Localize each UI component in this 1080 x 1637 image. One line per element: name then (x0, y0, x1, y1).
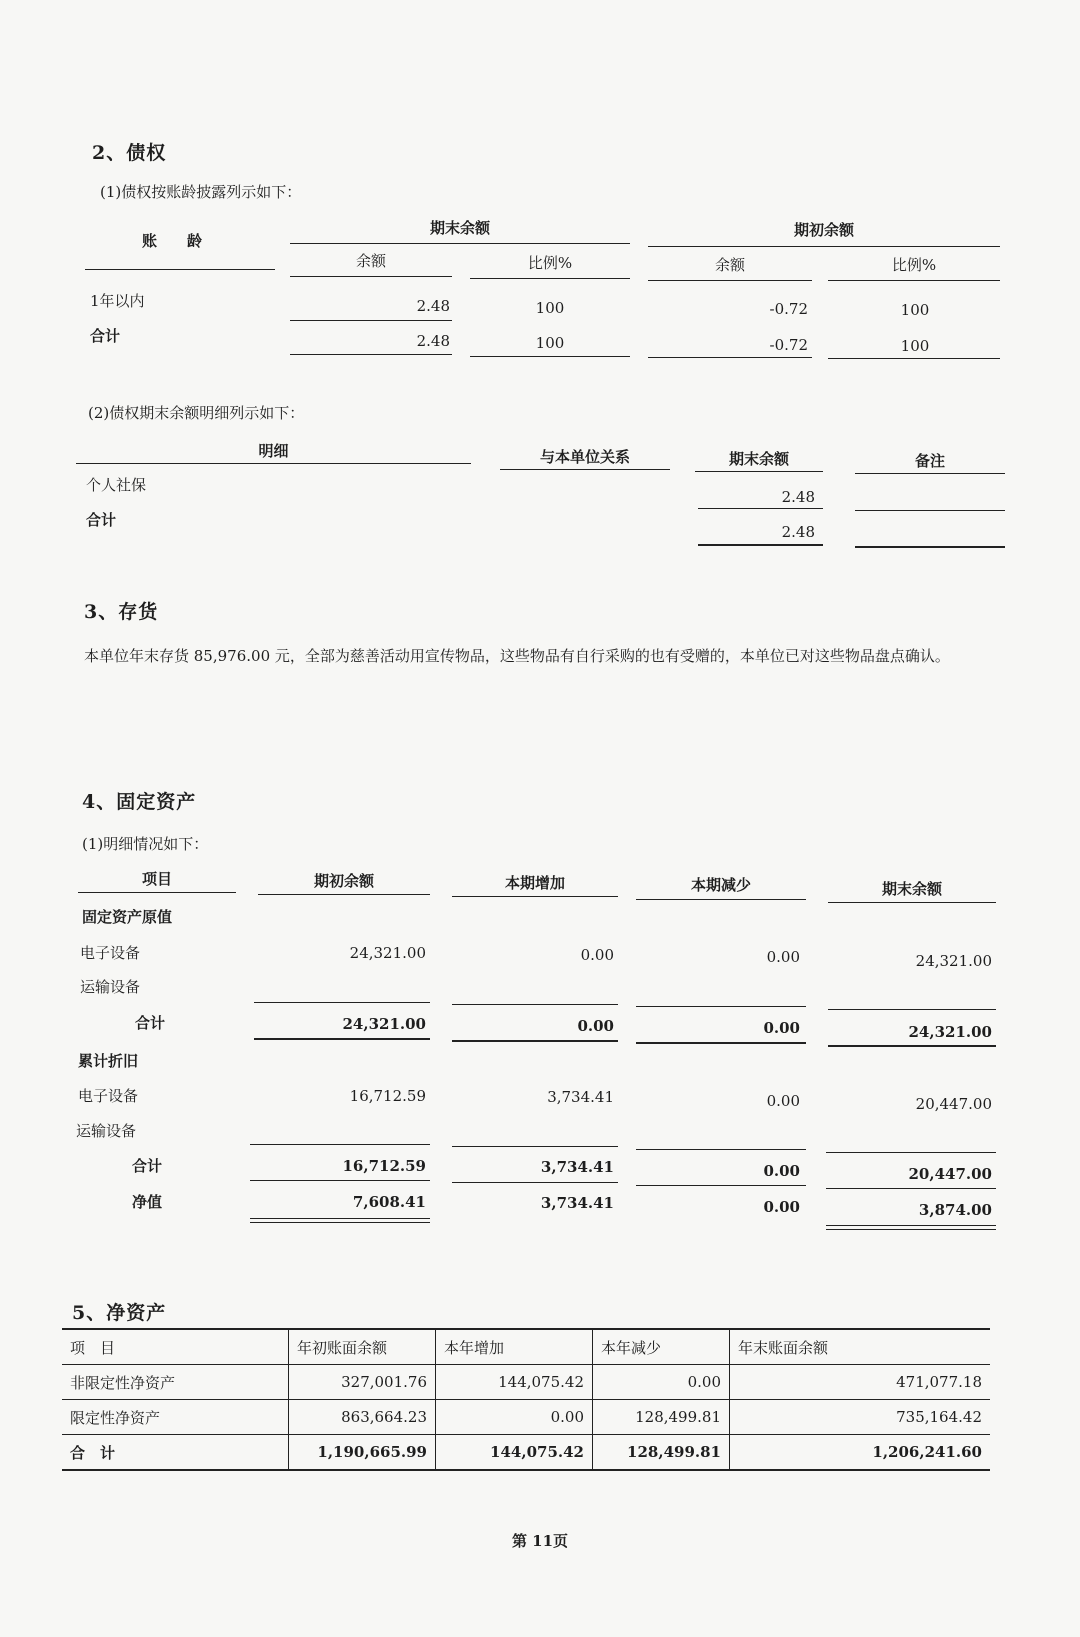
rule (290, 354, 452, 355)
header-begin-balance: 期初余额 (793, 221, 854, 239)
header-detail: 明细 (258, 442, 289, 460)
header-begin: 期初余额 (313, 872, 374, 890)
rule (828, 902, 996, 903)
rule (636, 1185, 806, 1186)
cell-begin-ratio: 100 (900, 337, 930, 355)
section-title-fixed-assets: 4、固定资产 (82, 791, 197, 813)
header-end-balance: 期末余额 (429, 219, 490, 237)
rule (250, 1144, 430, 1145)
double-rule (826, 1225, 996, 1230)
cell-end: 20,447.00 (908, 1165, 992, 1183)
header-note: 备注 (914, 452, 945, 470)
rule (452, 1040, 618, 1042)
cell-end-ratio: 100 (535, 334, 565, 352)
group-label-depreciation: 累计折旧 (78, 1052, 139, 1070)
rule (452, 1004, 618, 1005)
rule (698, 508, 823, 509)
rule (826, 1188, 996, 1189)
row-label: 运输设备 (76, 1122, 137, 1140)
rule (250, 1180, 430, 1181)
cell-begin-amount: -0.72 (769, 300, 808, 318)
cell-begin: 24,321.00 (349, 944, 426, 962)
row-label: 1年以内 (90, 292, 145, 310)
cell-begin: 863,664.23 (289, 1400, 436, 1435)
inventory-paragraph: 本单位年末存货 85,976.00 元，全部为慈善活动用宣传物品，这些物品有自行采购的也有受赠的，本单位已对这些物品盘点确认。 (84, 647, 950, 665)
rule (636, 1042, 806, 1044)
header-ratio: 比例% (891, 256, 937, 274)
double-rule (250, 1218, 430, 1223)
rule (290, 320, 452, 321)
cell-begin: 16,712.59 (342, 1157, 426, 1175)
header-increase: 本年增加 (436, 1329, 593, 1365)
rule (828, 1009, 996, 1010)
cell-begin-ratio: 100 (900, 301, 930, 319)
fixed-assets-caption: (1)明细情况如下： (82, 835, 209, 853)
cell-end: 471,077.18 (730, 1365, 991, 1400)
cell-decrease: 128,499.81 (593, 1400, 730, 1435)
group-label-cost: 固定资产原值 (82, 908, 173, 926)
cell-decrease: 0.00 (763, 1198, 800, 1216)
rule (290, 276, 452, 277)
cell-decrease: 128,499.81 (593, 1435, 730, 1471)
rule (828, 358, 1000, 359)
cell-decrease: 0.00 (766, 1092, 800, 1110)
rule (452, 1182, 618, 1183)
cell-decrease: 0.00 (763, 1019, 800, 1037)
row-label-total: 合计 (86, 511, 117, 529)
header-end: 年末账面余额 (730, 1329, 991, 1365)
header-aging: 账 龄 (142, 232, 203, 250)
cell-end-amount: 2.48 (416, 332, 450, 350)
section-title-inventory: 3、存货 (84, 601, 159, 623)
cell-increase: 0.00 (436, 1400, 593, 1435)
cell-begin: 16,712.59 (349, 1087, 426, 1105)
table1-caption: (1)债权按账龄披露列示如下： (100, 183, 302, 201)
rule (254, 1038, 430, 1040)
cell-decrease: 0.00 (763, 1162, 800, 1180)
row-label: 限定性净资产 (62, 1400, 289, 1435)
rule (500, 469, 670, 470)
header-ratio: 比例% (527, 254, 573, 272)
rule (470, 356, 630, 357)
row-label-total: 合 计 (62, 1435, 289, 1471)
cell-decrease: 0.00 (593, 1365, 730, 1400)
rule (85, 269, 275, 270)
cell-begin: 327,001.76 (289, 1365, 436, 1400)
cell-begin: 1,190,665.99 (289, 1435, 436, 1471)
rule (828, 1045, 996, 1047)
rule (78, 892, 236, 893)
cell-end-amount: 2.48 (781, 523, 815, 541)
rule (452, 896, 618, 897)
header-begin: 年初账面余额 (289, 1329, 436, 1365)
rule (290, 243, 630, 244)
rule (258, 894, 430, 895)
section-title-net-assets: 5、净资产 (72, 1302, 167, 1324)
cell-end-ratio: 100 (535, 299, 565, 317)
rule (855, 510, 1005, 511)
rule (828, 280, 1000, 281)
rule (636, 899, 806, 900)
row-label: 个人社保 (86, 476, 147, 494)
row-label-net: 净值 (132, 1193, 163, 1211)
rule (855, 473, 1005, 474)
cell-decrease: 0.00 (766, 948, 800, 966)
cell-end-amount: 2.48 (781, 488, 815, 506)
cell-begin: 24,321.00 (342, 1015, 426, 1033)
row-label-total: 合计 (135, 1014, 166, 1032)
header-decrease: 本期减少 (690, 876, 751, 894)
rule (254, 1002, 430, 1003)
rule (855, 546, 1005, 548)
header-item: 项 目 (62, 1329, 289, 1365)
page-number: 第 11页 (511, 1532, 569, 1550)
rule (76, 463, 471, 464)
header-relation: 与本单位关系 (539, 448, 630, 466)
cell-increase: 3,734.41 (540, 1158, 614, 1176)
rule (452, 1146, 618, 1147)
cell-increase: 3,734.41 (540, 1194, 614, 1212)
header-increase: 本期增加 (504, 874, 565, 892)
header-end-balance: 期末余额 (728, 450, 789, 468)
cell-increase: 144,075.42 (436, 1365, 593, 1400)
row-label: 电子设备 (78, 1087, 139, 1105)
cell-end: 1,206,241.60 (730, 1435, 991, 1471)
cell-end-amount: 2.48 (416, 297, 450, 315)
header-end: 期末余额 (881, 880, 942, 898)
header-decrease: 本年减少 (593, 1329, 730, 1365)
rule (695, 471, 823, 472)
section-title-receivables: 2、债权 (92, 142, 167, 164)
table2-caption: (2)债权期末余额明细列示如下： (88, 404, 305, 422)
rule (636, 1006, 806, 1007)
header-amount: 余额 (714, 256, 745, 274)
rule (636, 1149, 806, 1150)
rule (470, 278, 630, 279)
cell-end: 20,447.00 (915, 1095, 992, 1113)
cell-end: 24,321.00 (908, 1023, 992, 1041)
rule (648, 280, 812, 281)
cell-begin: 7,608.41 (352, 1193, 426, 1211)
row-label: 非限定性净资产 (62, 1365, 289, 1400)
rule (826, 1152, 996, 1153)
row-label: 运输设备 (80, 978, 141, 996)
rule (648, 357, 812, 358)
table-header-row (62, 1329, 990, 1365)
cell-end: 24,321.00 (915, 952, 992, 970)
net-assets-table (62, 1328, 990, 1471)
table-row (62, 1365, 990, 1400)
cell-increase: 0.00 (577, 1017, 614, 1035)
rule (698, 544, 823, 546)
header-amount: 余额 (355, 252, 386, 270)
cell-increase: 0.00 (580, 946, 614, 964)
table-row-total (62, 1435, 990, 1471)
row-label-total: 合计 (132, 1157, 163, 1175)
cell-increase: 144,075.42 (436, 1435, 593, 1471)
row-label: 电子设备 (80, 944, 141, 962)
cell-begin-amount: -0.72 (769, 336, 808, 354)
cell-increase: 3,734.41 (547, 1088, 614, 1106)
rule (648, 246, 1000, 247)
cell-end: 735,164.42 (730, 1400, 991, 1435)
cell-end: 3,874.00 (918, 1201, 992, 1219)
table-row (62, 1400, 990, 1435)
row-label-total: 合计 (90, 327, 121, 345)
header-item: 项目 (141, 870, 172, 888)
